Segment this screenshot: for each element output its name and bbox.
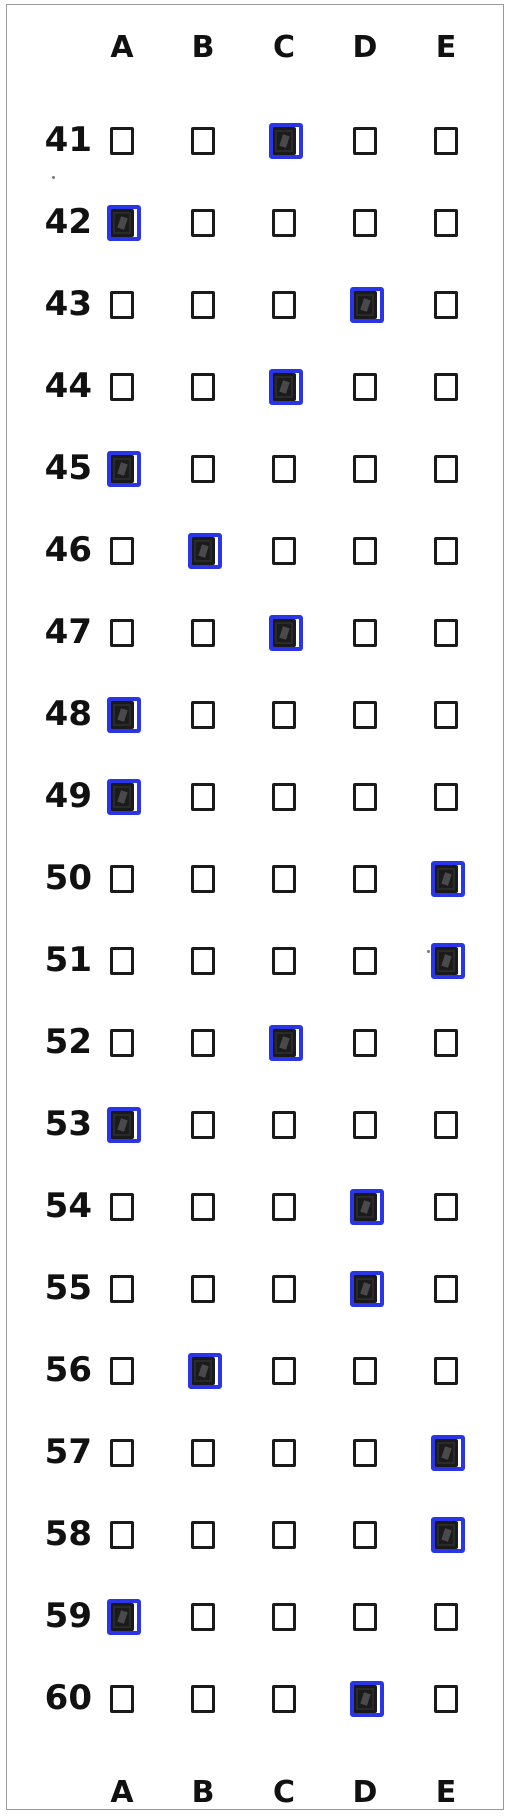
answer-box-41-e[interactable] <box>434 127 458 155</box>
answer-box-43-a[interactable] <box>110 291 134 319</box>
answer-box-49-b[interactable] <box>191 783 215 811</box>
answer-box-54-c[interactable] <box>272 1193 296 1221</box>
answer-box-49-d[interactable] <box>353 783 377 811</box>
answer-box-51-d[interactable] <box>353 947 377 975</box>
detected-mark-highlight <box>107 697 141 733</box>
answer-box-58-d[interactable] <box>353 1521 377 1549</box>
detected-mark-highlight <box>107 779 141 815</box>
answer-box-59-e[interactable] <box>434 1603 458 1631</box>
answer-box-42-b[interactable] <box>191 209 215 237</box>
detected-mark-highlight <box>431 943 465 979</box>
question-number: 51 <box>44 940 92 980</box>
answer-box-53-c[interactable] <box>272 1111 296 1139</box>
answer-box-53-e[interactable] <box>434 1111 458 1139</box>
answer-box-56-c[interactable] <box>272 1357 296 1385</box>
detected-mark-highlight <box>269 123 303 159</box>
answer-box-47-b[interactable] <box>191 619 215 647</box>
column-label-b: B <box>191 30 215 65</box>
question-number: 57 <box>44 1432 92 1472</box>
column-label-e: E <box>435 30 457 65</box>
question-number: 55 <box>44 1268 92 1308</box>
answer-box-54-a[interactable] <box>110 1193 134 1221</box>
question-number: 43 <box>44 284 92 324</box>
answer-box-43-e[interactable] <box>434 291 458 319</box>
question-number: 48 <box>44 694 92 734</box>
answer-box-60-b[interactable] <box>191 1685 215 1713</box>
answer-box-45-e[interactable] <box>434 455 458 483</box>
answer-box-48-e[interactable] <box>434 701 458 729</box>
column-label-d: D <box>352 30 378 65</box>
question-number: 50 <box>44 858 92 898</box>
column-label-c: C <box>272 30 296 65</box>
answer-box-53-d[interactable] <box>353 1111 377 1139</box>
question-number: 53 <box>44 1104 92 1144</box>
answer-box-56-a[interactable] <box>110 1357 134 1385</box>
answer-box-55-c[interactable] <box>272 1275 296 1303</box>
answer-box-47-e[interactable] <box>434 619 458 647</box>
answer-box-46-a[interactable] <box>110 537 134 565</box>
answer-box-50-b[interactable] <box>191 865 215 893</box>
detected-mark-highlight <box>269 369 303 405</box>
answer-box-57-b[interactable] <box>191 1439 215 1467</box>
answer-box-48-c[interactable] <box>272 701 296 729</box>
question-number: 47 <box>44 612 92 652</box>
detected-mark-highlight <box>188 1353 222 1389</box>
question-number: 56 <box>44 1350 92 1390</box>
footer-column-label-c: C <box>272 1775 296 1810</box>
answer-box-44-a[interactable] <box>110 373 134 401</box>
answer-box-47-a[interactable] <box>110 619 134 647</box>
answer-box-53-b[interactable] <box>191 1111 215 1139</box>
answer-box-58-a[interactable] <box>110 1521 134 1549</box>
answer-box-45-c[interactable] <box>272 455 296 483</box>
answer-box-47-d[interactable] <box>353 619 377 647</box>
answer-box-49-e[interactable] <box>434 783 458 811</box>
detected-mark-highlight <box>350 1189 384 1225</box>
answer-box-45-d[interactable] <box>353 455 377 483</box>
answer-box-58-c[interactable] <box>272 1521 296 1549</box>
detected-mark-highlight <box>431 861 465 897</box>
question-number: 60 <box>44 1678 92 1718</box>
footer-column-label-d: D <box>352 1775 378 1810</box>
answer-box-50-a[interactable] <box>110 865 134 893</box>
answer-box-44-e[interactable] <box>434 373 458 401</box>
answer-box-41-b[interactable] <box>191 127 215 155</box>
answer-box-52-b[interactable] <box>191 1029 215 1057</box>
answer-box-57-c[interactable] <box>272 1439 296 1467</box>
detected-mark-highlight <box>350 1271 384 1307</box>
answer-box-46-d[interactable] <box>353 537 377 565</box>
footer-column-label-a: A <box>110 1775 134 1810</box>
detected-mark-highlight <box>188 533 222 569</box>
question-number: 45 <box>44 448 92 488</box>
answer-box-60-a[interactable] <box>110 1685 134 1713</box>
answer-box-50-c[interactable] <box>272 865 296 893</box>
question-number: 44 <box>44 366 92 406</box>
answer-box-49-c[interactable] <box>272 783 296 811</box>
answer-box-51-c[interactable] <box>272 947 296 975</box>
answer-box-51-b[interactable] <box>191 947 215 975</box>
scan-speck <box>52 176 55 179</box>
answer-box-52-d[interactable] <box>353 1029 377 1057</box>
detected-mark-highlight <box>350 1681 384 1717</box>
question-number: 41 <box>44 120 92 160</box>
answer-box-46-c[interactable] <box>272 537 296 565</box>
answer-box-56-e[interactable] <box>434 1357 458 1385</box>
answer-box-48-b[interactable] <box>191 701 215 729</box>
detected-mark-highlight <box>107 1107 141 1143</box>
answer-box-43-c[interactable] <box>272 291 296 319</box>
answer-box-45-b[interactable] <box>191 455 215 483</box>
detected-mark-highlight <box>107 205 141 241</box>
answer-box-44-d[interactable] <box>353 373 377 401</box>
question-number: 58 <box>44 1514 92 1554</box>
scan-speck <box>427 950 430 953</box>
answer-box-52-a[interactable] <box>110 1029 134 1057</box>
answer-box-46-e[interactable] <box>434 537 458 565</box>
question-number: 49 <box>44 776 92 816</box>
question-number: 59 <box>44 1596 92 1636</box>
detected-mark-highlight <box>431 1517 465 1553</box>
answer-box-48-d[interactable] <box>353 701 377 729</box>
answer-box-55-b[interactable] <box>191 1275 215 1303</box>
question-number: 46 <box>44 530 92 570</box>
question-number: 52 <box>44 1022 92 1062</box>
detected-mark-highlight <box>107 451 141 487</box>
answer-box-44-b[interactable] <box>191 373 215 401</box>
column-label-a: A <box>110 30 134 65</box>
answer-box-55-a[interactable] <box>110 1275 134 1303</box>
answer-box-41-d[interactable] <box>353 127 377 155</box>
footer-column-label-b: B <box>191 1775 215 1810</box>
detected-mark-highlight <box>269 615 303 651</box>
answer-box-54-b[interactable] <box>191 1193 215 1221</box>
question-number: 42 <box>44 202 92 242</box>
answer-box-60-c[interactable] <box>272 1685 296 1713</box>
answer-box-57-d[interactable] <box>353 1439 377 1467</box>
question-number: 54 <box>44 1186 92 1226</box>
detected-mark-highlight <box>350 287 384 323</box>
answer-box-59-b[interactable] <box>191 1603 215 1631</box>
detected-mark-highlight <box>269 1025 303 1061</box>
answer-box-51-a[interactable] <box>110 947 134 975</box>
answer-box-58-b[interactable] <box>191 1521 215 1549</box>
answer-box-56-d[interactable] <box>353 1357 377 1385</box>
detected-mark-highlight <box>107 1599 141 1635</box>
answer-box-55-e[interactable] <box>434 1275 458 1303</box>
answer-box-59-d[interactable] <box>353 1603 377 1631</box>
answer-box-41-a[interactable] <box>110 127 134 155</box>
answer-box-42-e[interactable] <box>434 209 458 237</box>
answer-box-42-c[interactable] <box>272 209 296 237</box>
answer-box-42-d[interactable] <box>353 209 377 237</box>
footer-column-label-e: E <box>435 1775 457 1810</box>
answer-box-50-d[interactable] <box>353 865 377 893</box>
answer-box-59-c[interactable] <box>272 1603 296 1631</box>
answer-box-52-e[interactable] <box>434 1029 458 1057</box>
answer-box-43-b[interactable] <box>191 291 215 319</box>
answer-box-57-a[interactable] <box>110 1439 134 1467</box>
detected-mark-highlight <box>431 1435 465 1471</box>
answer-box-54-e[interactable] <box>434 1193 458 1221</box>
answer-box-60-e[interactable] <box>434 1685 458 1713</box>
